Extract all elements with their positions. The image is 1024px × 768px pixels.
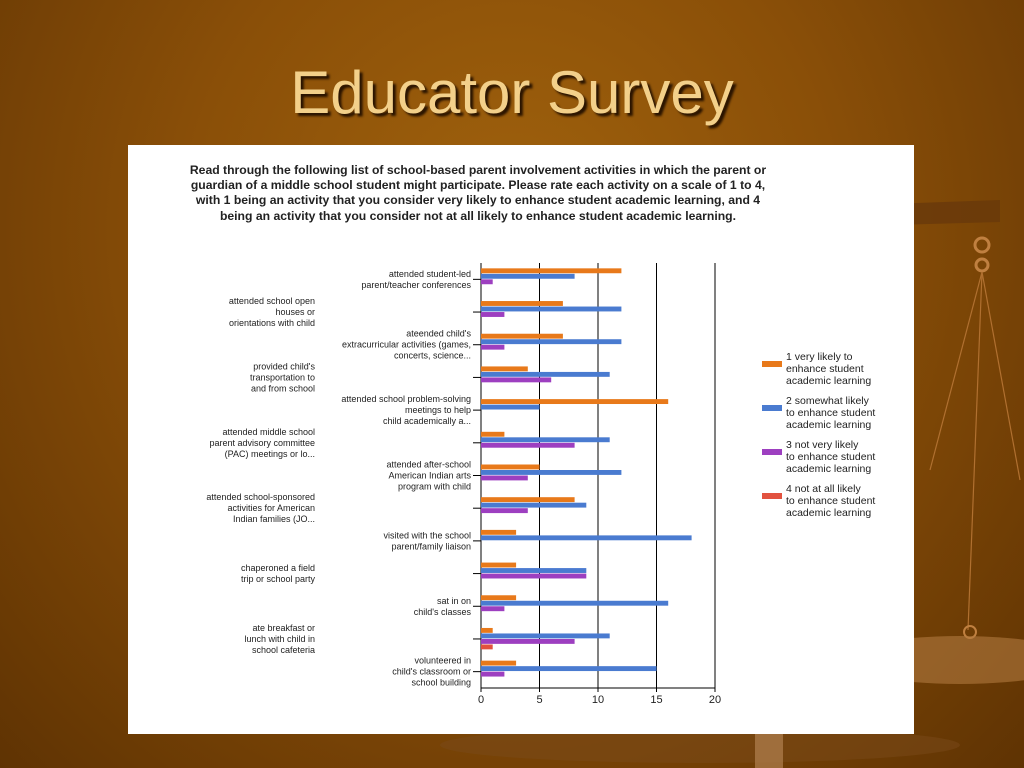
category-label: visited with the school <box>383 530 471 541</box>
category-label: attended middle school <box>222 426 315 437</box>
bar <box>481 633 610 638</box>
bar <box>481 672 504 677</box>
bar <box>481 530 516 535</box>
bar <box>481 497 575 502</box>
bar <box>481 470 621 475</box>
bar <box>481 535 692 540</box>
bar <box>481 307 621 312</box>
category-label: activities for American <box>227 503 315 514</box>
category-label: extracurricular activities (games, <box>341 339 471 350</box>
category-label: sat in on <box>436 595 471 606</box>
bar <box>481 666 657 671</box>
bar <box>481 405 540 410</box>
x-tick-label: 10 <box>591 694 605 706</box>
category-label: parent/teacher conferences <box>361 279 471 290</box>
bar <box>481 606 504 611</box>
category-label: school cafeteria <box>251 644 315 655</box>
category-label: Indian families (JO... <box>232 514 315 525</box>
category-label: attended student-led <box>388 268 471 279</box>
bar <box>481 601 668 606</box>
x-tick-label: 15 <box>650 694 663 706</box>
legend-swatch <box>762 493 782 499</box>
legend-swatch <box>762 405 782 411</box>
category-label: attended after-school <box>386 459 471 470</box>
legend-label: academic learning <box>786 375 872 387</box>
x-tick-label: 5 <box>536 694 543 706</box>
bar <box>481 508 528 513</box>
chart-panel <box>128 145 914 734</box>
category-label: (PAC) meetings or lo... <box>224 448 315 459</box>
legend-label: 1 very likely to <box>786 351 853 363</box>
legend-label: 4 not at all likely <box>786 483 861 495</box>
bar <box>481 301 563 306</box>
legend-swatch <box>762 449 782 455</box>
bar <box>481 399 668 404</box>
category-label: American Indian arts <box>388 470 471 481</box>
bar <box>481 268 621 273</box>
legend-label: to enhance student <box>786 495 876 507</box>
bar <box>481 312 504 317</box>
slide-title: Educator Survey <box>290 59 734 126</box>
category-label: attended school-sponsored <box>206 492 315 503</box>
category-label: program with child <box>397 481 471 492</box>
bar <box>481 339 621 344</box>
category-label: meetings to help <box>404 405 471 416</box>
category-label: concerts, science... <box>393 350 471 361</box>
category-label: orientations with child <box>228 318 315 329</box>
category-label: attended school open <box>228 296 315 307</box>
x-tick-label: 0 <box>477 694 485 706</box>
bar <box>481 563 516 568</box>
category-label: chaperoned a field <box>240 563 315 574</box>
bar <box>481 503 586 508</box>
category-label: volunteered in <box>414 655 471 666</box>
bar <box>481 476 528 481</box>
category-label: parent/family liaison <box>391 541 471 552</box>
category-label: ateended child's <box>406 328 471 339</box>
bar <box>481 574 586 579</box>
legend-label: 2 somewhat likely <box>786 395 869 407</box>
bar <box>481 595 516 600</box>
bar <box>481 639 575 644</box>
category-label: parent advisory committee <box>209 437 315 448</box>
bar <box>481 334 563 339</box>
category-label: and from school <box>250 383 315 394</box>
bar <box>481 443 575 448</box>
bar <box>481 345 504 350</box>
category-label: child's classes <box>413 606 471 617</box>
legend-label: academic learning <box>786 507 872 519</box>
bar <box>481 432 504 437</box>
legend-label: academic learning <box>786 419 872 431</box>
category-label: attended school problem-solving <box>341 394 471 405</box>
category-label: child academically a... <box>382 416 471 427</box>
bar <box>481 366 528 371</box>
category-label: houses or <box>275 307 315 318</box>
legend-label: enhance student <box>786 363 864 375</box>
legend-label: 3 not very likely <box>786 439 859 451</box>
category-label: trip or school party <box>240 574 315 585</box>
bar <box>481 644 493 649</box>
x-tick-label: 20 <box>708 694 722 706</box>
category-label: provided child's <box>253 361 315 372</box>
category-label: lunch with child in <box>244 633 315 644</box>
legend-label: academic learning <box>786 463 872 475</box>
bar <box>481 274 575 279</box>
legend-label: to enhance student <box>786 407 876 419</box>
chart-title: Read through the following list of school-based parent involvement activities in which the parent or guardian of a middle school student might participate. Please rate each activity on a scale of 1 to 4, with 1 being an activity that you consider very likely to enhance student academic learning, and 4 being an activity that you consider not at all likely to enhance student academic learning. <box>189 163 767 223</box>
legend-label: to enhance student <box>786 451 876 463</box>
category-label: child's classroom or <box>392 666 471 677</box>
category-label: ate breakfast or <box>252 622 315 633</box>
bar <box>481 372 610 377</box>
bar <box>481 279 493 284</box>
bar <box>481 628 493 633</box>
category-label: transportation to <box>249 372 315 383</box>
bar <box>481 568 586 573</box>
category-label: school building <box>411 677 471 688</box>
bar <box>481 377 551 382</box>
bar <box>481 465 540 470</box>
bar <box>481 437 610 442</box>
legend-swatch <box>762 361 782 367</box>
bar <box>481 661 516 666</box>
bar-chart <box>128 145 914 734</box>
